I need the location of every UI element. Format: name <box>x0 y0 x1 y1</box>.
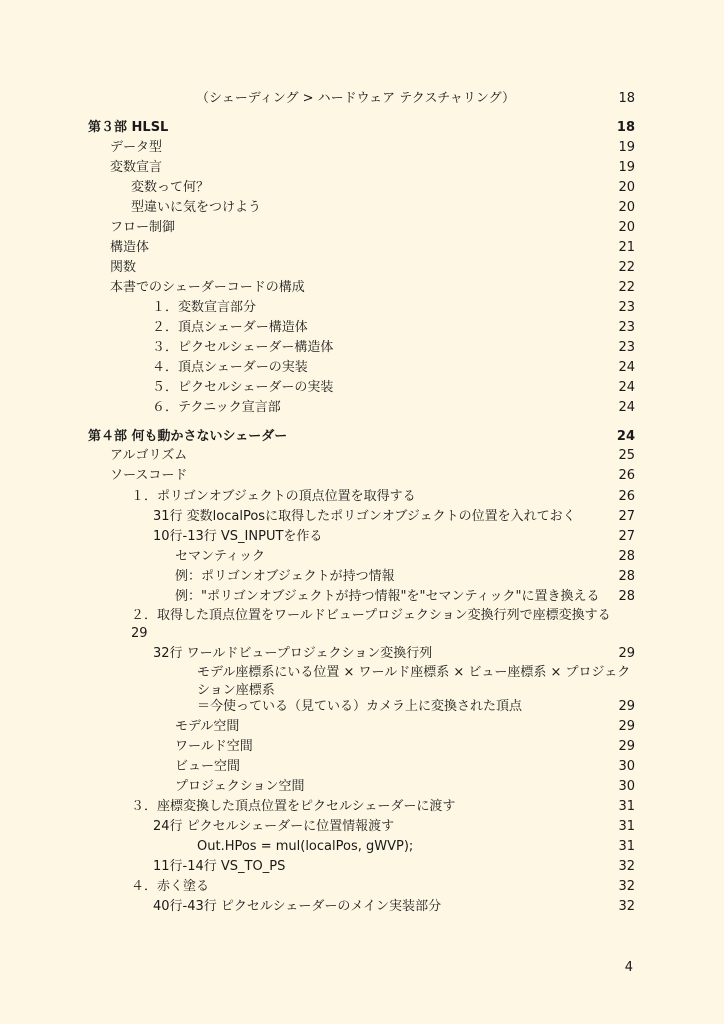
toc-entry-title: （シェーディング > ハードウェア テクスチャリング） <box>196 91 516 106</box>
toc-entry-page: 19 <box>618 160 635 175</box>
toc-entry-page: 30 <box>618 759 635 774</box>
toc-entry-title: Out.HPos = mul(localPos, gWVP); <box>197 839 414 854</box>
toc-entry-title: １．変数宣言部分 <box>152 300 257 315</box>
toc-entry-page: 23 <box>618 300 635 315</box>
toc-entry-title: ２．取得した頂点位置をワールドビュープロジェクション変換行列で座標変換する <box>131 608 611 623</box>
toc-entry-title: ビュー空間 <box>175 759 241 774</box>
toc-entry-page: 19 <box>618 140 635 155</box>
toc-entry-page: 27 <box>618 509 635 524</box>
toc-entry-page: 30 <box>618 779 635 794</box>
toc-entry-page: 20 <box>618 180 635 195</box>
toc-entry-page: 31 <box>618 819 635 834</box>
toc-entry-title: モデル座標系にいる位置 × ワールド座標系 × ビュー座標系 × プロジェクション座標系 <box>197 665 631 698</box>
toc-entry-title: １．ポリゴンオブジェクトの頂点位置を取得する <box>131 489 416 504</box>
toc-entry-page: 18 <box>616 120 635 135</box>
toc-entry-page: 23 <box>618 320 635 335</box>
toc-entry-page: 29 <box>618 699 635 714</box>
toc-entry-title: ワールド空間 <box>175 739 253 754</box>
toc-entry-title: ＝今使っている（見ている）カメラ上に変換された頂点 <box>197 699 523 714</box>
toc-entry-page: 24 <box>616 429 635 444</box>
toc-entry-title: ４．頂点シェーダーの実装 <box>152 360 308 375</box>
toc-entry-page: 28 <box>618 549 635 564</box>
toc-entry-title: 本書でのシェーダーコードの構成 <box>110 280 305 295</box>
toc-entry-page: 24 <box>618 400 635 415</box>
toc-entry-page: 18 <box>618 91 635 106</box>
toc-entry-page: 31 <box>618 799 635 814</box>
toc-entry-title: 40行-43行 ピクセルシェーダーのメイン実装部分 <box>153 899 442 914</box>
toc-entry-title: アルゴリズム <box>110 448 188 463</box>
toc-entry-title: ４．赤く塗る <box>131 879 210 894</box>
toc-entry-page: 21 <box>618 240 635 255</box>
toc-entry-title: 型違いに気をつけよう <box>131 200 262 215</box>
toc-entry-page: 27 <box>618 529 635 544</box>
toc-entry-title: 例："ポリゴンオブジェクトが持つ情報"を"セマンティック"に置き換える <box>175 589 600 604</box>
toc-entry-page: 29 <box>618 719 635 734</box>
toc-entry-page: 29 <box>618 739 635 754</box>
toc-entry-page: 29 <box>618 646 635 661</box>
toc-entry-title: 24行 ピクセルシェーダーに位置情報渡す <box>153 819 395 834</box>
toc-entry-title: ６．テクニック宣言部 <box>152 400 281 415</box>
toc-entry-page: 32 <box>618 859 635 874</box>
toc-entry-page: 31 <box>618 839 635 854</box>
toc-entry-page: 25 <box>618 448 635 463</box>
toc-entry-title: 10行-13行 VS_INPUTを作る <box>153 529 323 544</box>
toc-entry-page: 24 <box>618 380 635 395</box>
toc-entry-title: 第４部 何も動かさないシェーダー <box>88 429 288 444</box>
toc-entry-page: 32 <box>618 879 635 894</box>
toc-entry-title: 変数って何？ <box>131 180 210 195</box>
toc-entry-title: 11行-14行 VS_TO_PS <box>153 859 286 874</box>
toc-entry-title: プロジェクション空間 <box>175 779 305 794</box>
toc-entry-title: 例：ポリゴンオブジェクトが持つ情報 <box>175 569 395 584</box>
toc-entry-title: セマンティック <box>175 549 265 564</box>
toc-entry-title: データ型 <box>110 140 163 155</box>
toc-entry-page: 32 <box>618 899 635 914</box>
toc-entry-title: 第３部 HLSL <box>88 120 169 135</box>
toc-entry-title: 変数宣言 <box>110 160 163 175</box>
toc-entry-page: 20 <box>618 200 635 215</box>
toc-entry-page: 26 <box>618 468 635 483</box>
toc-entry-title: ２．頂点シェーダー構造体 <box>152 320 308 335</box>
toc-entry-page: 24 <box>618 360 635 375</box>
toc-entry-title: モデル空間 <box>175 719 240 734</box>
toc-entry-title: 31行 変数localPosに取得したポリゴンオブジェクトの位置を入れておく <box>153 509 576 524</box>
toc-entry-title: 関数 <box>110 260 137 275</box>
toc-entry-page: 22 <box>618 280 635 295</box>
toc-entry-title: ５．ピクセルシェーダーの実装 <box>152 380 334 395</box>
toc-entry-page: 22 <box>618 260 635 275</box>
toc-entry-title: ソースコード <box>110 468 188 483</box>
toc-entry-title: ３．ピクセルシェーダー構造体 <box>152 340 334 355</box>
toc-entry-title: 32行 ワールドビュープロジェクション変換行列 <box>153 646 433 661</box>
toc-entry-page: 29 <box>131 626 148 641</box>
toc-entry-page: 28 <box>618 569 635 584</box>
toc-entry-title: ３．座標変換した頂点位置をピクセルシェーダーに渡す <box>131 799 456 814</box>
toc-entry-title: 構造体 <box>110 240 150 255</box>
toc-entry-page: 26 <box>618 489 635 504</box>
toc-entry-title: フロー制御 <box>110 220 176 235</box>
toc-entry-page: 28 <box>618 589 635 604</box>
page-number: 4 <box>624 960 633 975</box>
toc-entry-page: 20 <box>618 220 635 235</box>
toc-entry-page: 23 <box>618 340 635 355</box>
